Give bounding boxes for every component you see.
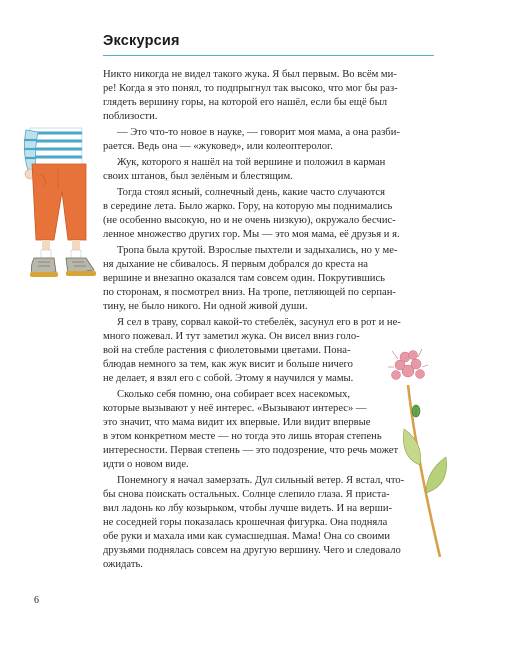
text-line: ре! Когда я это понял, то подпрыгнул так высоко, что мог бы раз- <box>103 83 398 94</box>
text-line: вой на стебле растения с фиолетовыми цветами. Понa- <box>103 345 351 356</box>
text-line: — Это что-то новое в науке, — говорит моя мама, а она разби- <box>117 127 400 138</box>
text-line: Я сел в траву, сорвал какой-то стебелёк, засунул его в рот и не- <box>117 317 401 328</box>
chapter-title: Экскурсия <box>103 33 180 49</box>
title-divider <box>103 55 434 56</box>
text-line: (не особенно высокую, но и не очень низкую), окружало бесчис- <box>103 215 396 226</box>
text-line: тину, не было никого. Ни одной живой души. <box>103 301 308 312</box>
text-line: бы снова поискать остальных. Солнце слепило глаза. Я приста- <box>103 489 390 500</box>
boy-legs-illustration <box>18 122 110 284</box>
text-line: своих штанов, был зелёным и блестящим. <box>103 171 293 182</box>
text-line: в этом конкретном месте — но тогда это лишь вторая степень <box>103 431 382 442</box>
text-line: ня дыхание не сбивалось. Я первым добрался до креста на <box>103 259 368 270</box>
text-line: не делает, я взял его с собой. Этому я научился у мамы. <box>103 373 354 384</box>
text-line: друзьями поднялась совсем на другую вершину. Чего и следовало <box>103 545 401 556</box>
text-line: Сколько себя помню, она собирает всех насекомых, <box>117 389 351 400</box>
text-line: не соседней горы показалась крошечная фигурка. Она подняла <box>103 517 388 528</box>
text-line: вершине и внезапно оказался там совсем один. Покрутившись <box>103 273 385 284</box>
text-line: Тропа была крутой. Взрослые пыхтели и задыхались, но у ме- <box>117 245 398 256</box>
text-line: поблизости. <box>103 111 158 122</box>
text-line: интересности. Первая степень — это подозрение, что речь может <box>103 445 399 456</box>
text-line: вил ладонь ко лбу козырьком, чтобы лучше видеть. И на верши- <box>103 503 393 514</box>
text-line: Тогда стоял ясный, солнечный день, какие часто случаются <box>117 187 385 198</box>
text-line: рается. Ведь она — «жуковед», или колеоптеролог. <box>103 141 333 152</box>
text-line: ожидать. <box>103 559 143 570</box>
text-line: глядеть вершину горы, на которой его нашёл, если бы ещё был <box>103 97 388 108</box>
page-number: 6 <box>34 595 39 606</box>
text-line: Понемногу я начал замерзать. Дул сильный ветер. Я встал, что- <box>117 475 405 486</box>
text-line: идти о новом виде. <box>103 459 189 470</box>
text-line: в середине лета. Было жарко. Гору, на которую мы поднимались <box>103 201 393 212</box>
text-line: обе руки и махала ими как сумасшедшая. Мама! Она со своими <box>103 531 391 542</box>
text-line: по сторонам, я посмотрел вниз. На тропе, петляющей по серпан- <box>103 287 396 298</box>
text-line: Жук, которого я нашёл на той вершине и положил в карман <box>117 157 386 168</box>
text-line: это значит, что мама видит их впервые. Или видит впервые <box>103 417 371 428</box>
text-line: Никто никогда не видел такого жука. Я был первым. Во всём ми- <box>103 69 397 80</box>
text-line: много пожевал. И тут заметил жука. Он висел вниз голо- <box>103 331 360 342</box>
text-line: блюдав немного за тем, как жук висит и больше ничего <box>103 359 353 370</box>
text-line: которые вызывают у неё интерес. «Вызывают интерес» — <box>103 403 367 414</box>
text-line: ленное множество других гор. Мы — это моя мама, её друзья и я. <box>103 229 400 240</box>
